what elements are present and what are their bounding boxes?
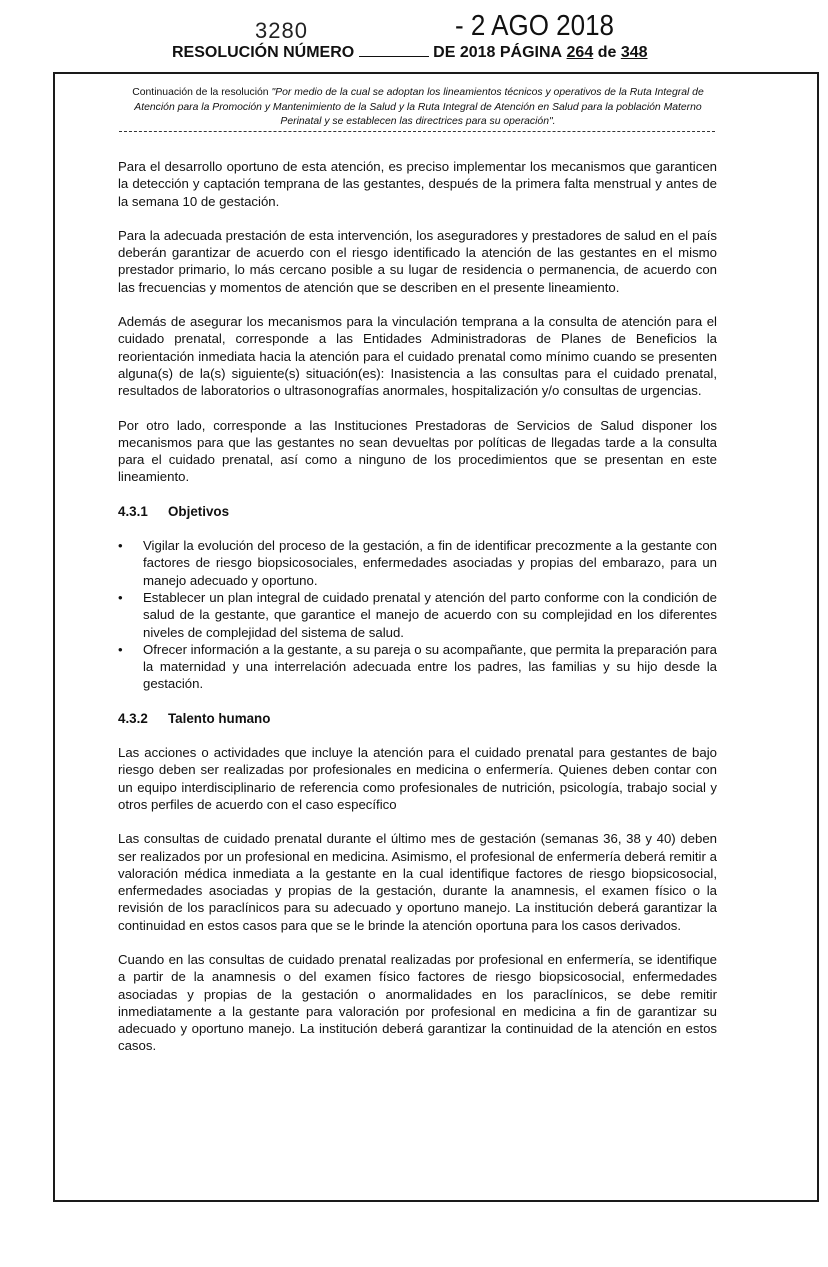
header-number-blank: [359, 44, 429, 57]
body-paragraph: Por otro lado, corresponde a las Instituciones Prestadoras de Servicios de Salud disponer los mecanismos para que las gestantes no sean devueltas por políticas de llegadas tarde a la consulta para el cuidado prenatal, así como a ninguno de los procedimientos que se presentan en este lineamiento.: [118, 417, 717, 485]
body-paragraph: Para la adecuada prestación de esta intervención, los aseguradores y prestadores de salud en el país deberán garantizar de acuerdo con el riesgo identificado la atención de las gestantes en el mismo prestador primario, lo más cercano posible a su lugar de residencia o permanencia, de acuerdo con las frecuencias y momentos de atención que se describen en el presente lineamiento.: [118, 227, 717, 295]
stamp-number: 3280: [255, 18, 308, 43]
section-title: Talento humano: [168, 710, 271, 726]
list-item: [118, 641, 717, 693]
bullet-icon: •: [118, 641, 123, 657]
page-header: [172, 44, 648, 62]
list-item-text: Establecer un plan integral de cuidado prenatal y atención del parto conforme con la condición de salud de la gestante, que garantice el manejo de acuerdo con su complejidad en los diferentes niveles de complejidad del sistema de salud.: [143, 589, 717, 640]
section-heading-talento-humano: [118, 710, 717, 727]
bullet-icon: •: [118, 589, 123, 605]
stamp-date: - 2 AGO 2018: [455, 8, 614, 42]
continuation-title: "Por medio de la cual se adoptan los lineamientos técnicos y operativos de la Ruta Integral de Atención para la Promoción y Mantenimiento de la Salud y la Ruta Integral de Atención en Salud para la población Materno Perinatal y se establecen las directrices para su operación".: [134, 87, 704, 127]
header-prefix: RESOLUCIÓN NÚMERO: [172, 44, 355, 61]
body-paragraph: Cuando en las consultas de cuidado prenatal realizadas por profesional en enfermería, se identifique a partir de la anamnesis o del examen físico factores de riesgo biopsicosocial, enfermedades asociadas y propias de la gestación o anormalidades en los paraclínicos, se debe remitir inmediatamente a la gestante para valoración por profesional en medicina a fin de garantizar su adecuado y oportuno manejo. La institución deberá garantizar la continuidad de la atención en estos casos.: [118, 951, 717, 1054]
section-number: 4.3.2: [118, 710, 148, 726]
body-paragraph: Además de asegurar los mecanismos para la vinculación temprana a la consulta de atención para el cuidado prenatal, corresponde a las Entidades Administradoras de Planes de Beneficios la reorientación inmediata hacia la atención para el cuidado prenatal como mínimo cuando se presenten alguna(s) de la(s) siguiente(s) situación(es): Inasistencia a las consultas para el cuidado prenatal, resultados de laboratorios o ultrasonografías anormales, hospitalización y/o consultas de urgencias.: [118, 314, 717, 399]
document-body: [118, 158, 717, 1072]
list-item-text: Vigilar la evolución del proceso de la gestación, a fin de identificar precozmente a la gestante con factores de riesgo biopsicosociales, enfermedades asociadas y propias del embarazo, para un manejo adecuado y oportuno.: [143, 538, 717, 588]
list-item-text: Ofrecer información a la gestante, a su pareja o su acompañante, que permita la preparación para la maternidad y una interrelación adecuada entre los padres, las familias y su hijo desde la gestación.: [143, 641, 717, 692]
continuation-note: [118, 86, 718, 130]
list-item: [118, 589, 717, 641]
header-page-number: 264: [566, 44, 594, 61]
header-divider: [119, 131, 715, 132]
objectives-list: [118, 537, 717, 693]
header-year-text: DE 2018 PÁGINA: [433, 44, 563, 61]
header-of: de: [597, 44, 617, 61]
section-number: 4.3.1: [118, 503, 148, 519]
body-paragraph: Las acciones o actividades que incluye la atención para el cuidado prenatal para gestantes de bajo riesgo deben ser realizadas por profesionales en medicina o enfermería. Quienes deben contar con un equipo interdisciplinario de referencia como profesionales de nutrición, psicología, trabajo social y otros perfiles de acuerdo con el caso específico: [118, 745, 717, 812]
list-item: [118, 537, 717, 589]
body-paragraph: Las consultas de cuidado prenatal durante el último mes de gestación (semanas 36, 38 y 40) deben ser realizados por un profesional en medicina. Asimismo, el profesional de enfermería deberá remitir a valoración médica inmediata a la gestante en la cual identifique factores de riesgo biopsicosocial, enfermedades asociadas y propias de la gestación, durante la anamnesis, el examen físico o la revisión de los paraclínicos para su adecuado y oportuno manejo. La institución deberá garantizar la continuidad en estos casos para que se le brinde la atención oportuna para los casos derivados.: [118, 831, 717, 933]
continuation-lead: Continuación de la resolución: [132, 87, 269, 98]
section-title: Objetivos: [168, 503, 230, 519]
resolution-stamp: [255, 8, 635, 42]
body-paragraph: Para el desarrollo oportuno de esta atención, es preciso implementar los mecanismos que garanticen la detección y captación temprana de las gestantes, después de la primera falta menstrual y antes de la semana 10 de gestación.: [118, 159, 717, 209]
section-heading-objetivos: [118, 503, 717, 520]
bullet-icon: •: [118, 538, 123, 554]
header-total-pages: 348: [620, 44, 648, 61]
